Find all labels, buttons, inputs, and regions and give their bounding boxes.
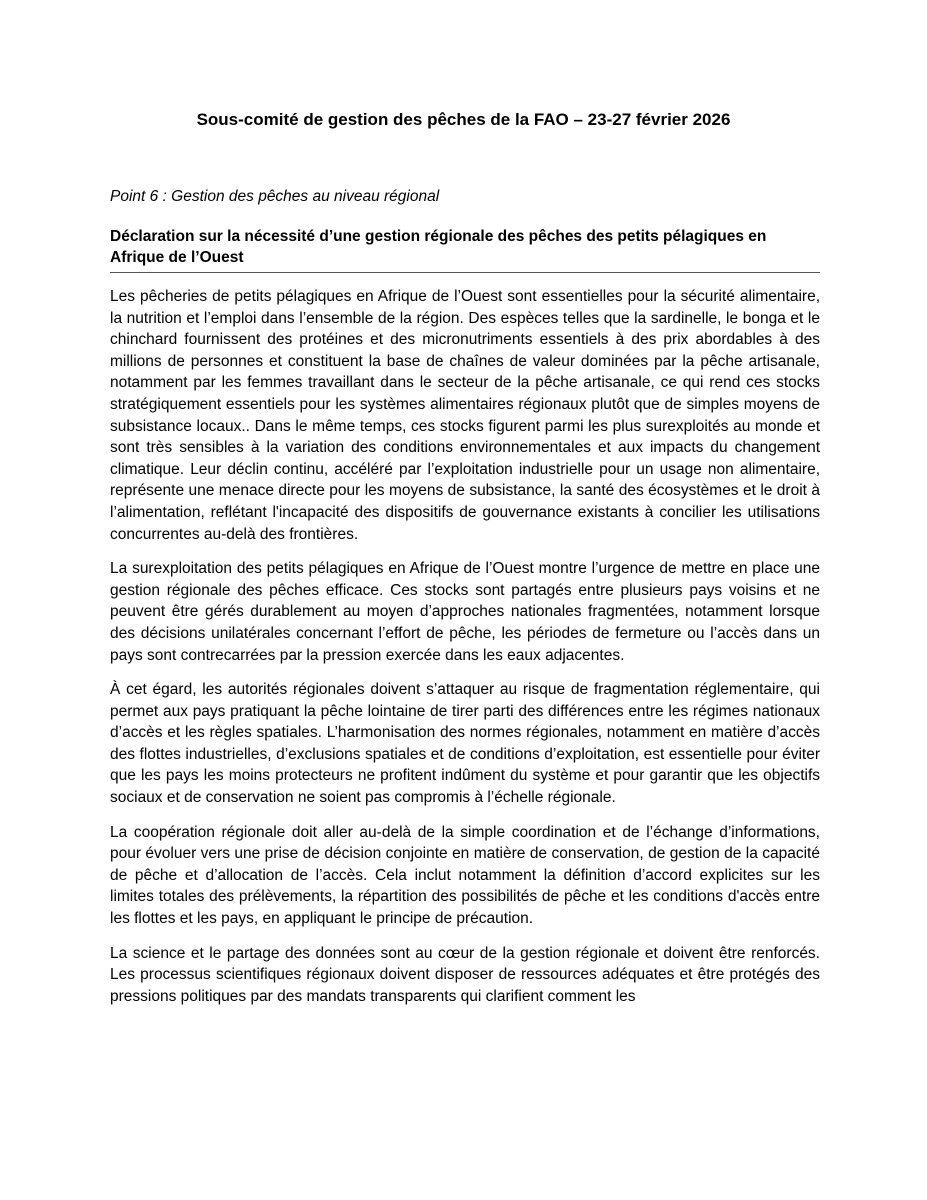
paragraph-1: Les pêcheries de petits pélagiques en Afrique de l’Ouest sont essentielles pour la sécurité alimentaire, la nutrition et l’emploi dans l’ensemble de la région. Des espèces telles que la sardinelle, le bonga et le chinchard fournissent des protéines et des micronutriments essentiels à des prix abordables à des millions de personnes et constituent la base de chaînes de valeur dominées par la pêche artisanale, notamment par les femmes travaillant dans le secteur de la pêche artisanale, ce qui rend ces stocks stratégiquement essentiels pour les systèmes alimentaires régionaux plutôt que de simples moyens de subsistance locaux.. Dans le même temps, ces stocks figurent parmi les plus surexploités au monde et sont très sensibles à la variation des conditions environnementales et aux impacts du changement climatique. Leur déclin continu, accéléré par l’exploitation industrielle pour un usage non alimentaire, représente une menace directe pour les moyens de subsistance, la santé des écosystèmes et le droit à l’alimentation, reflétant l'incapacité des dispositifs de gouvernance existants à concilier les utilisations concurrentes au-delà des frontières. xyxy=(110,288,820,543)
body-text xyxy=(110,286,820,1020)
document-title: Sous-comité de gestion des pêches de la FAO – 23-27 février 2026 xyxy=(196,110,731,129)
statement-heading: Déclaration sur la nécessité d’une gestion régionale des pêches des petits pélagiques en Afrique de l’Ouest xyxy=(110,226,820,273)
paragraph-2: La surexploitation des petits pélagiques en Afrique de l’Ouest montre l’urgence de mettre en place une gestion régionale des pêches efficace. Ces stocks sont partagés entre plusieurs pays voisins et ne peuvent être gérés durablement au moyen d’approches nationales fragmentées, notamment lorsque des décisions unilatérales concernant l’effort de pêche, les périodes de fermeture ou l’accès dans un pays sont contrecarrées par la pression exercée dans les eaux adjacentes. xyxy=(110,560,820,664)
paragraph-3: À cet égard, les autorités régionales doivent s’attaquer au risque de fragmentation réglementaire, qui permet aux pays pratiquant la pêche lointaine de tirer parti des différences entre les régimes nationaux d’accès et les règles spatiales. L’harmonisation des normes régionales, notamment en matière d’accès des flottes industrielles, d’exclusions spatiales et de conditions d’exploitation, est essentielle pour éviter que les pays les moins protecteurs ne profitent indûment du système et pour garantir que les objectifs sociaux et de conservation ne soient pas compromis à l’échelle régionale. xyxy=(110,681,820,807)
paragraph-4: La coopération régionale doit aller au-delà de la simple coordination et de l’échange d’informations, pour évoluer vers une prise de décision conjointe en matière de conservation, de gestion de la capacité de pêche et d’allocation de l’accès. Cela inclut notamment la définition d’accord explicites sur les limites totales des prélèvements, la répartition des possibilités de pêche et les conditions d'accès entre les flottes et les pays, en appliquant le principe de précaution. xyxy=(110,823,820,928)
agenda-item: Point 6 : Gestion des pêches au niveau régional xyxy=(110,188,440,205)
paragraph-5: La science et le partage des données sont au cœur de la gestion régionale et doivent être renforcés. Les processus scientifiques régionaux doivent disposer de ressources adéquates et être protégés des pressions politiques par des mandats transparents qui clarifient comment les xyxy=(110,944,820,1005)
